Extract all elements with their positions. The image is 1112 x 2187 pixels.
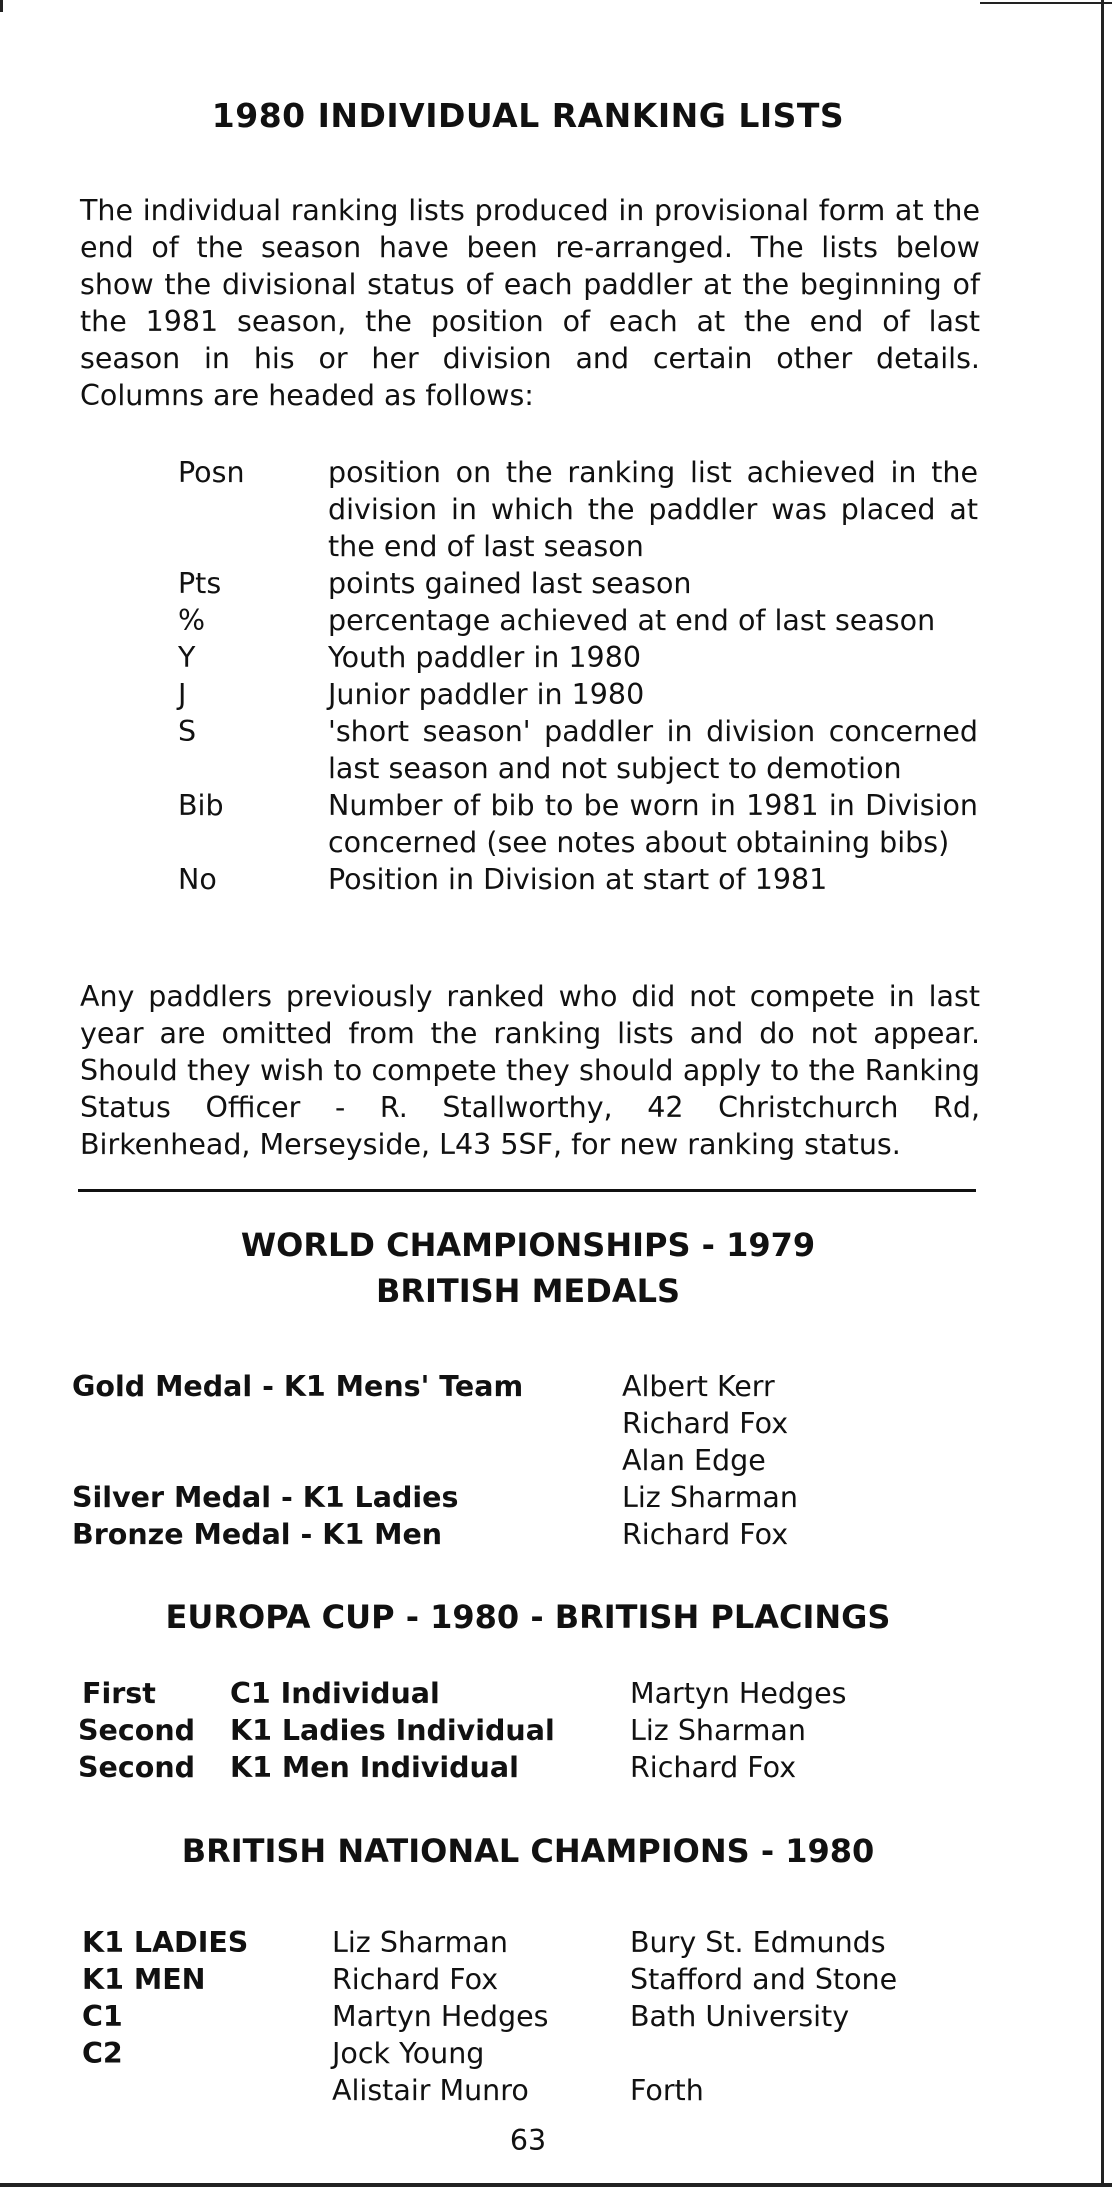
- definition-key: Y: [178, 641, 196, 674]
- definition-description: 'short season' paddler in division concerned last season and not subject to demotion: [328, 715, 978, 785]
- definition-description: Junior paddler in 1980: [328, 678, 645, 711]
- placing-position: Second: [78, 1714, 196, 1747]
- national-champions-heading: BRITISH NATIONAL CHAMPIONS - 1980: [181, 1832, 875, 1870]
- champion-class: K1 LADIES: [82, 1926, 249, 1959]
- definition-description: percentage achieved at end of last season: [328, 604, 936, 637]
- page-number: 63: [509, 2124, 547, 2157]
- definition-row: [178, 676, 978, 713]
- definition-key: J: [178, 678, 187, 711]
- champion-club: Stafford and Stone: [630, 1963, 898, 1996]
- definition-row: [178, 713, 978, 787]
- placing-event: K1 Ladies Individual: [230, 1714, 555, 1747]
- definition-description: points gained last season: [328, 567, 692, 600]
- medal-event: Silver Medal - K1 Ladies: [72, 1481, 459, 1514]
- placing-position: First: [82, 1677, 156, 1710]
- page-title: 1980 INDIVIDUAL RANKING LISTS: [211, 96, 845, 135]
- europa-cup-heading: EUROPA CUP - 1980 - BRITISH PLACINGS: [165, 1598, 891, 1636]
- british-medals-title: BRITISH MEDALS: [375, 1272, 681, 1310]
- champion-class: K1 MEN: [82, 1963, 206, 1996]
- champion-name: Martyn Hedges: [332, 2000, 549, 2033]
- placing-name: Liz Sharman: [630, 1714, 806, 1747]
- definition-key: S: [178, 715, 197, 748]
- champion-club: Bath University: [630, 2000, 850, 2033]
- definition-description: Position in Division at start of 1981: [328, 863, 828, 896]
- medal-winner: Liz Sharman: [622, 1481, 798, 1514]
- world-championships-heading: [78, 1222, 978, 1314]
- section-divider: [78, 1189, 976, 1192]
- definition-row: [178, 602, 978, 639]
- champion-name: Liz Sharman: [332, 1926, 508, 1959]
- definition-key: Posn: [178, 456, 245, 489]
- champion-class: C1: [82, 2000, 123, 2033]
- definition-key: No: [178, 863, 217, 896]
- definition-description: position on the ranking list achieved in the division in which the paddler was placed at the end of last season: [328, 456, 978, 563]
- definition-row: [178, 565, 978, 602]
- medal-winner: Albert Kerr: [622, 1370, 775, 1403]
- page-edge-line: [980, 2, 1112, 4]
- definition-key: Pts: [178, 567, 222, 600]
- page-right-edge: [1101, 0, 1104, 2187]
- medal-winner: Richard Fox: [622, 1518, 789, 1551]
- definition-row: [178, 454, 978, 565]
- placing-name: Richard Fox: [630, 1751, 797, 1784]
- definition-row: [178, 787, 978, 861]
- definition-key: %: [178, 604, 206, 637]
- placing-event: K1 Men Individual: [230, 1751, 519, 1784]
- medal-event: Bronze Medal - K1 Men: [72, 1518, 443, 1551]
- placing-name: Martyn Hedges: [630, 1677, 847, 1710]
- champion-class: C2: [82, 2037, 123, 2070]
- placing-event: C1 Individual: [230, 1677, 440, 1710]
- champion-club: Forth: [630, 2074, 704, 2107]
- medal-winner: Alan Edge: [622, 1444, 766, 1477]
- champion-name: Jock Young: [332, 2037, 485, 2070]
- column-definitions: [178, 454, 978, 898]
- medal-event: Gold Medal - K1 Mens' Team: [72, 1370, 524, 1403]
- definition-description: Youth paddler in 1980: [328, 641, 641, 674]
- medal-winner: Richard Fox: [622, 1407, 789, 1440]
- placing-position: Second: [78, 1751, 196, 1784]
- champion-club: Bury St. Edmunds: [630, 1926, 886, 1959]
- ranking-status-note: Any paddlers previously ranked who did not compete in last year are omitted from the ranking lists and do not appear. Should they wish to compete they should apply to the Ranking Status Officer - R. Stallworthy, 42 Christchurch Rd, Birkenhead, Merseyside, L43 5SF, for new ranking status.: [80, 980, 980, 1161]
- page-edge-mark: [0, 0, 3, 12]
- champion-name: Richard Fox: [332, 1963, 499, 1996]
- definition-key: Bib: [178, 789, 224, 822]
- definition-row: [178, 861, 978, 898]
- definition-row: [178, 639, 978, 676]
- world-championships-title: WORLD CHAMPIONSHIPS - 1979: [240, 1226, 816, 1264]
- definition-description: Number of bib to be worn in 1981 in Division concerned (see notes about obtaining bibs): [328, 789, 978, 859]
- champion-name: Alistair Munro: [332, 2074, 529, 2107]
- intro-paragraph: The individual ranking lists produced in provisional form at the end of the season have been re-arranged. The lists below show the divisional status of each paddler at the beginning of the 1981 season, the position of each at the end of last season in his or her division and certain other details. Columns are headed as follows:: [80, 194, 980, 412]
- page-bottom-edge: [0, 2183, 1112, 2187]
